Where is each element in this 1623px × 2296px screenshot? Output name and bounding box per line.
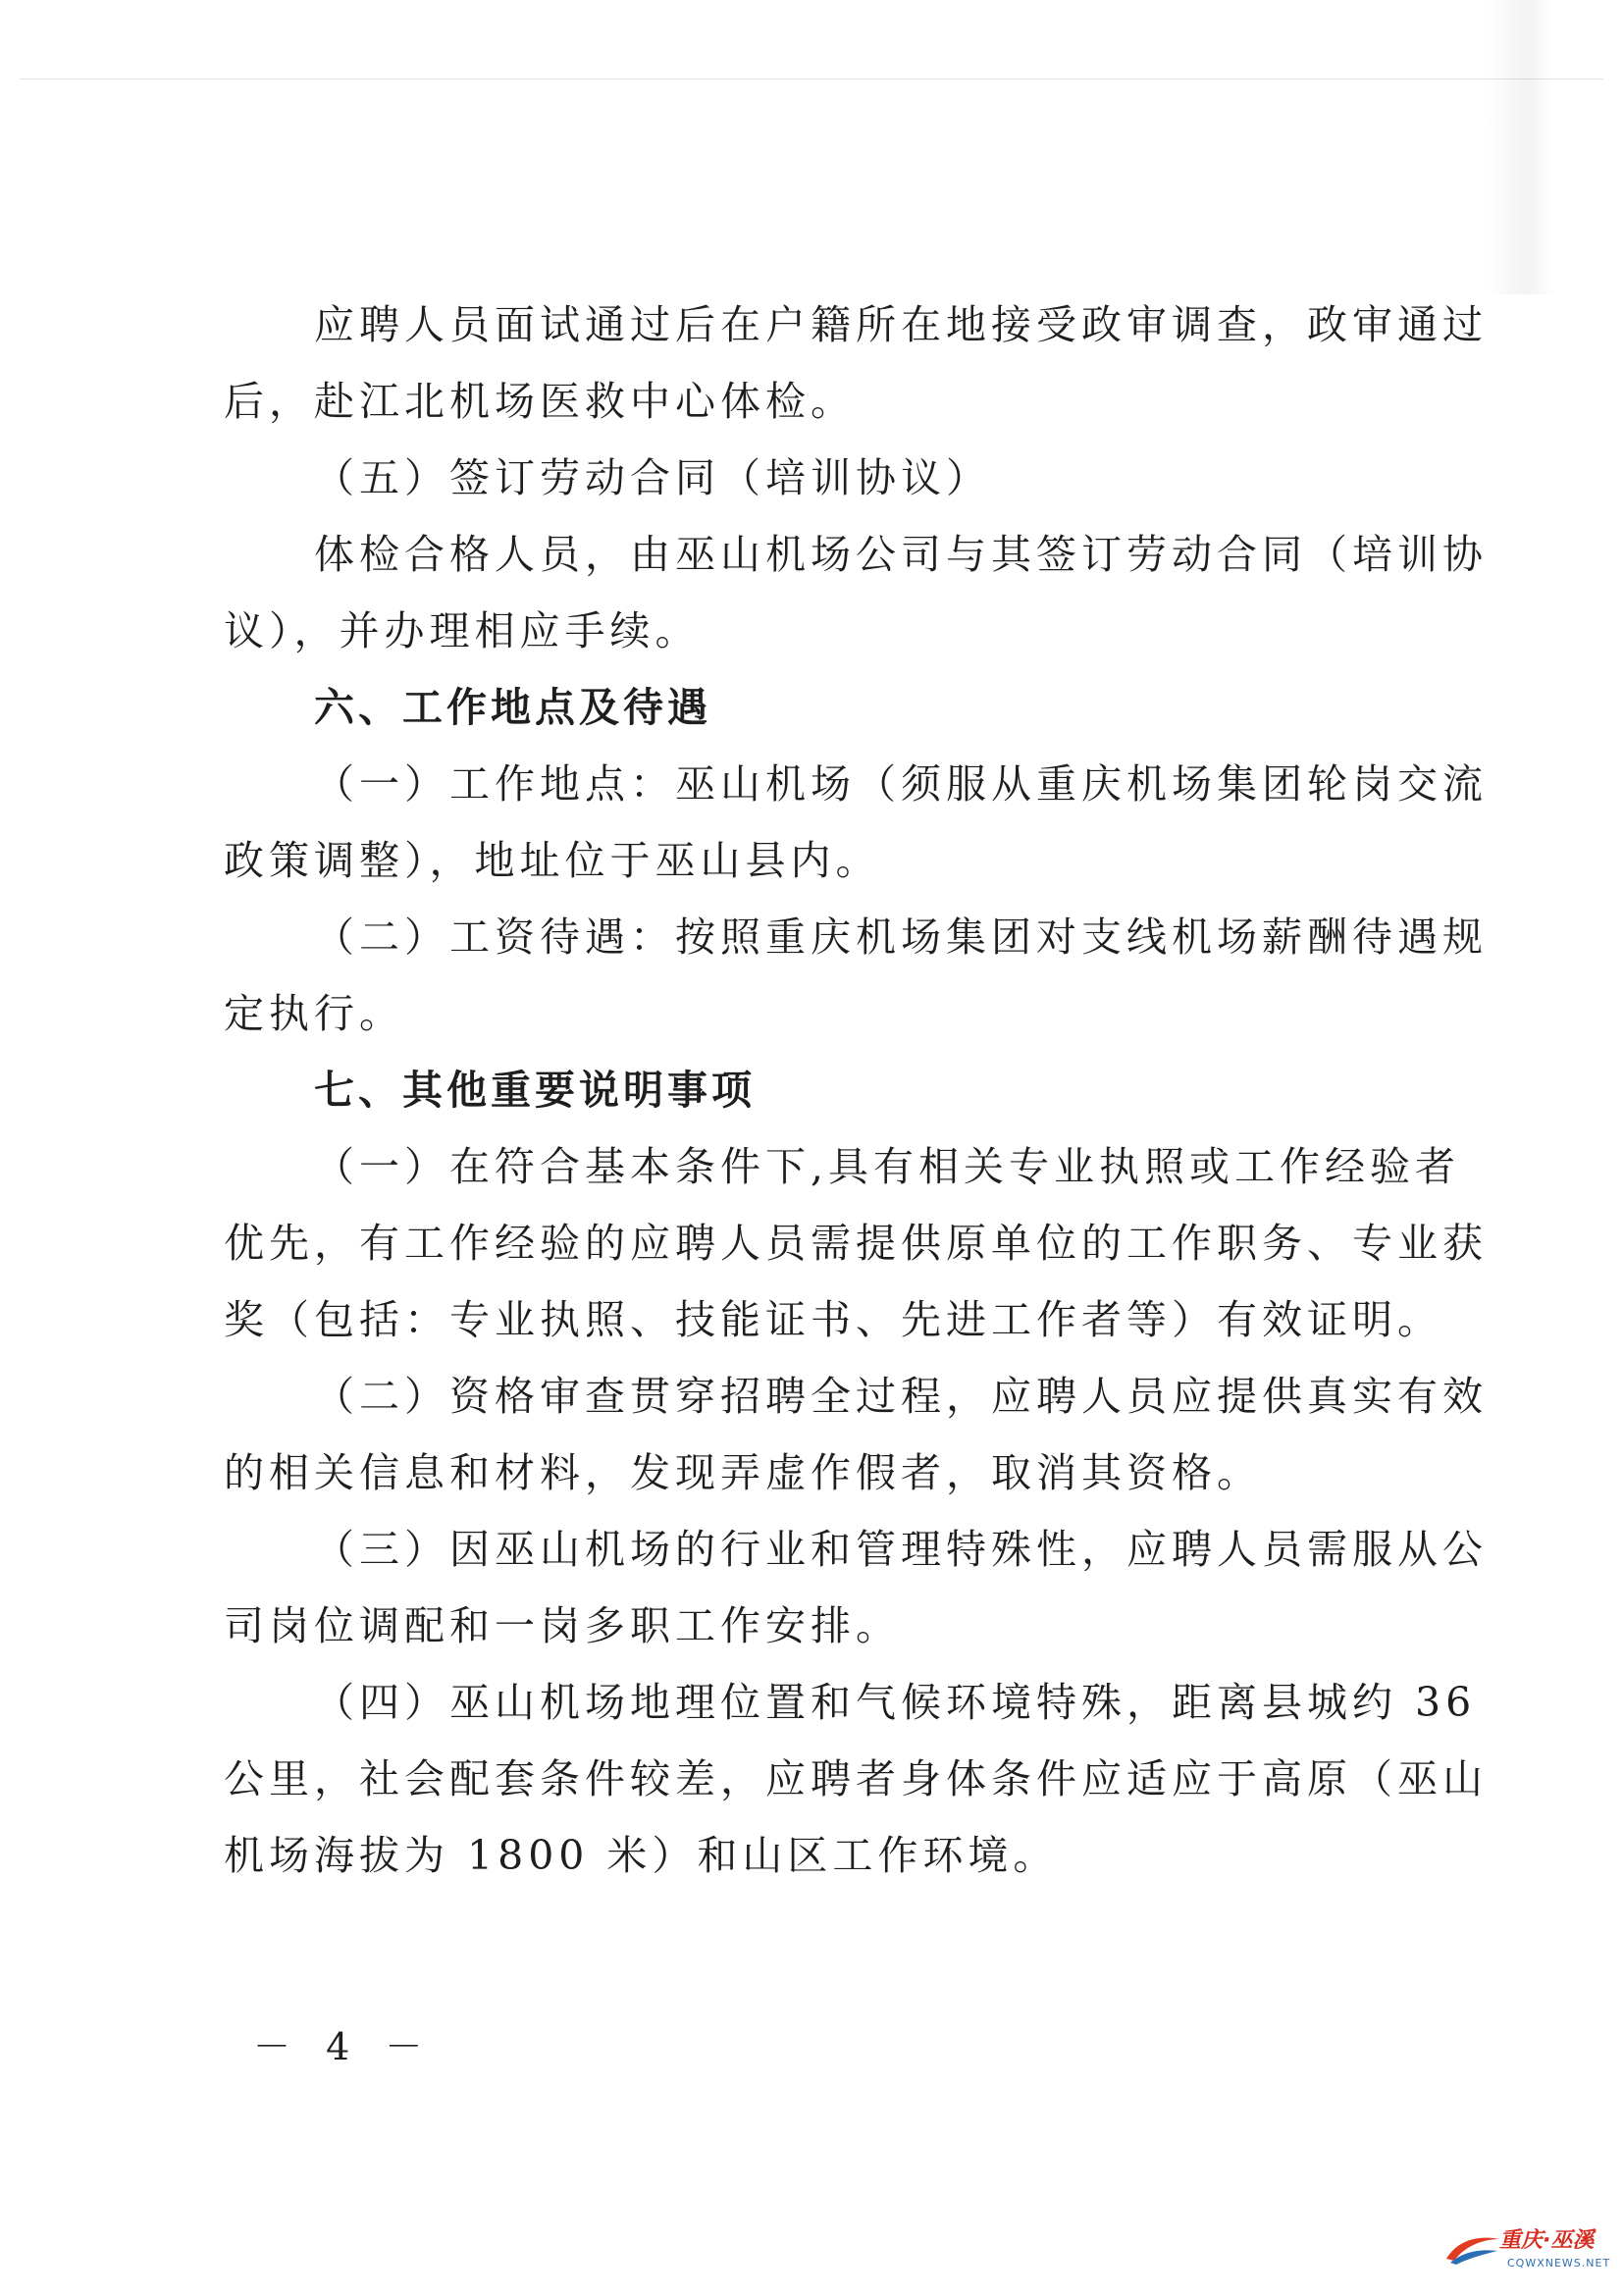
swoosh-logo-icon (1442, 2229, 1503, 2267)
paragraph-line: 议），并办理相应手续。 (224, 607, 701, 654)
scan-fold-line (20, 78, 1603, 79)
paragraph-line: （二）工资待遇：按照重庆机场集团对支线机场薪酬待遇规 (314, 913, 1488, 961)
section-heading: 六、工作地点及待遇 (314, 684, 711, 731)
paragraph-line: （五）签订劳动合同（培训协议） (314, 454, 991, 501)
paragraph-line: 体检合格人员，由巫山机场公司与其签订劳动合同（培训协 (314, 531, 1488, 578)
paragraph-line: （一）工作地点：巫山机场（须服从重庆机场集团轮岗交流 (314, 760, 1488, 808)
paragraph-line: 机场海拔为 1800 米）和山区工作环境。 (224, 1832, 1059, 1879)
paragraph-line: （二）资格审查贯穿招聘全过程，应聘人员应提供真实有效 (314, 1373, 1488, 1420)
paragraph-line: 政策调整），地址位于巫山县内。 (224, 837, 881, 884)
paragraph-line: 的相关信息和材料，发现弄虚作假者，取消其资格。 (224, 1449, 1262, 1496)
watermark-title: 重庆·巫溪 (1499, 2228, 1595, 2253)
scan-shadow (1486, 0, 1554, 294)
paragraph-line: 司岗位调配和一岗多职工作安排。 (224, 1602, 901, 1649)
paragraph-line: （三）因巫山机场的行业和管理特殊性，应聘人员需服从公 (314, 1526, 1488, 1573)
document-body (224, 287, 1488, 1894)
paragraph-line: 后，赴江北机场医救中心体检。 (224, 378, 856, 425)
paragraph-line: 公里，社会配套条件较差，应聘者身体条件应适应于高原（巫山 (224, 1755, 1488, 1802)
watermark (1442, 2223, 1609, 2284)
paragraph-line: （一）在符合基本条件下,具有相关专业执照或工作经验者 (314, 1143, 1461, 1190)
paragraph-line: （四）巫山机场地理位置和气候环境特殊，距离县城约 36 (314, 1679, 1477, 1726)
section-heading: 七、其他重要说明事项 (314, 1067, 756, 1114)
paragraph-line: 应聘人员面试通过后在户籍所在地接受政审调查，政审通过 (314, 301, 1488, 348)
paragraph-line: 优先，有工作经验的应聘人员需提供原单位的工作职务、专业获 (224, 1220, 1488, 1267)
watermark-url: CQWXNEWS.NET (1507, 2257, 1611, 2270)
page-number: － 4 － (253, 2025, 435, 2068)
paragraph-line: 奖（包括：专业执照、技能证书、先进工作者等）有效证明。 (224, 1296, 1442, 1343)
paragraph-line: 定执行。 (224, 990, 404, 1037)
